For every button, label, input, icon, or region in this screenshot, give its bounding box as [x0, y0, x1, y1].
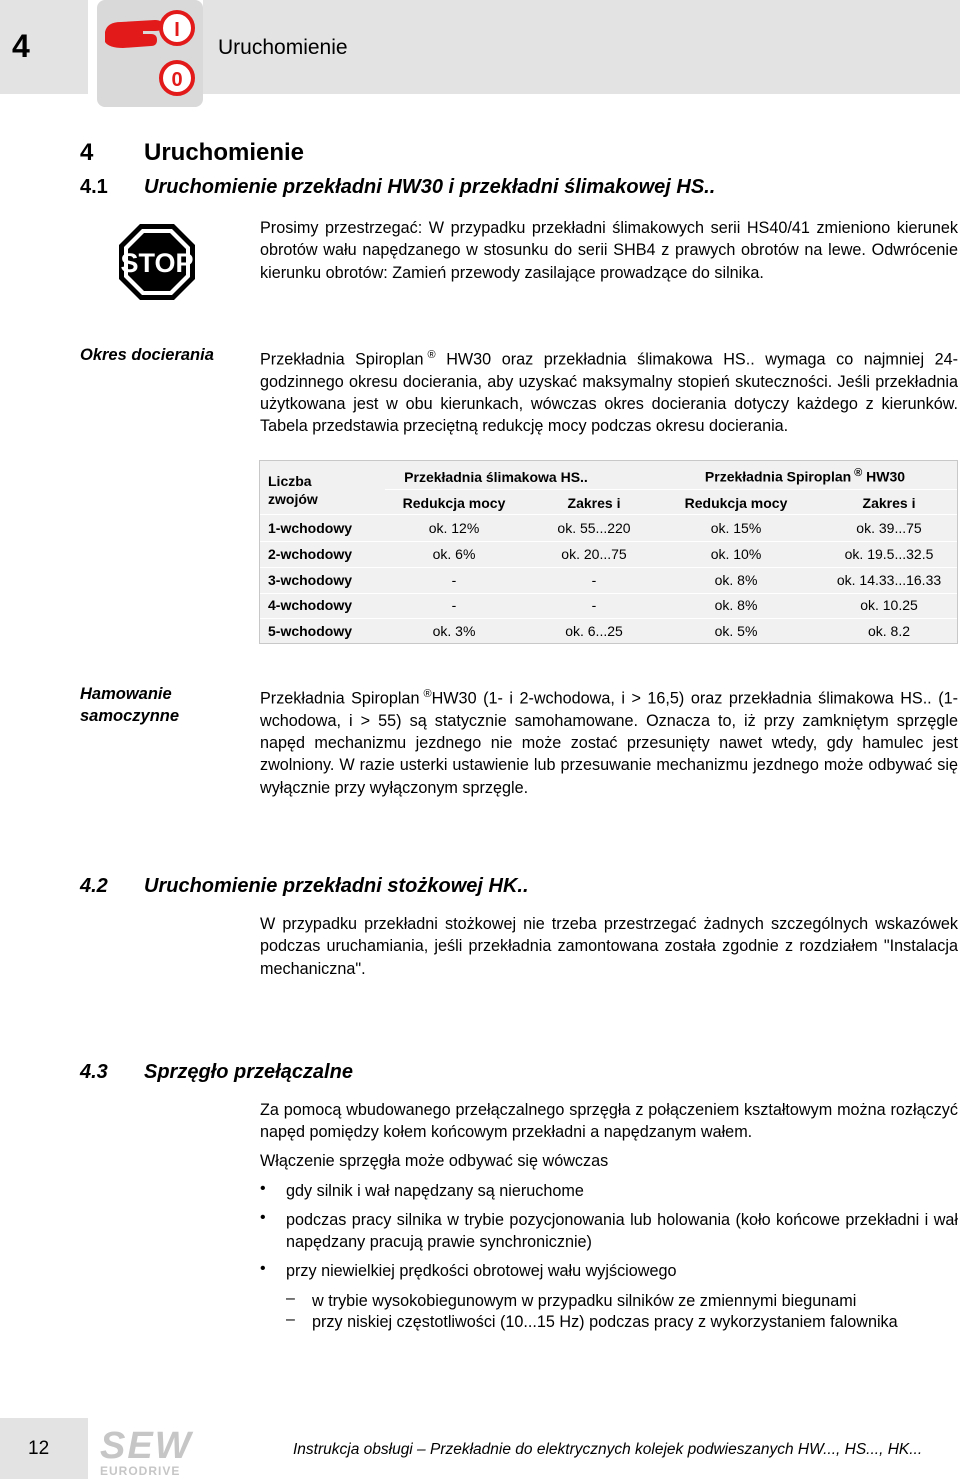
table-cell: ok. 6...25: [565, 623, 623, 639]
table-cell: ok. 19.5...32.5: [844, 546, 934, 562]
table-cell: ok. 15%: [710, 520, 762, 536]
section-title: Uruchomienie: [144, 139, 305, 166]
table-cell: ok. 14.33...16.33: [836, 572, 942, 588]
dash-icon: –: [286, 1311, 295, 1328]
chapter-number: 4: [12, 28, 30, 64]
s43-intro: Za pomocą wbudowanego przełączalnego sprzęgła z połączeniem kształtowym można rozłączyć napęd pomiędzy kołem końcowym przekładni a napędzanym wałem.: [260, 1101, 958, 1142]
bullet-icon: •: [260, 1180, 266, 1197]
sub-list-item: przy niskiej częstotliwości (10...15 Hz) podczas pracy z wykorzystaniem falownika: [312, 1313, 898, 1331]
sew-eurodrive-logo: SEW EURODRIVE: [100, 1425, 193, 1478]
section-number: 4: [80, 139, 94, 166]
page-number: 12: [28, 1438, 50, 1459]
table-row-label: 2-wchodowy: [268, 546, 353, 562]
stop-notice-text: Prosimy przestrzegać: W przypadku przekładni ślimakowych serii HS40/41 zmieniono kierunek obrotów wału napędzanego w stosunku do serii SHB4 z prawych obrotów na lewe. Odwrócenie kierunku obrotów: Zamień przewody zasilające prowadzące do silnika.: [260, 219, 958, 282]
th-power-reduction-hs: Redukcja mocy: [402, 495, 506, 511]
document-title: Instrukcja obsługi – Przekładnie do elektrycznych kolejek podwieszanych HW..., HS..., HK...: [293, 1441, 923, 1458]
table-cell: ok. 10%: [710, 546, 762, 562]
table-cell: -: [451, 597, 457, 613]
hand-switch-icon: [97, 0, 203, 107]
bullet-icon: •: [260, 1209, 266, 1226]
chapter-title: Uruchomienie: [218, 36, 348, 59]
on-symbol: I: [174, 19, 180, 41]
runin-table: [259, 460, 958, 644]
th-group-hw: Przekładnia Spiroplan ® HW30: [704, 467, 906, 485]
runin-label: Okres docierania: [80, 346, 214, 364]
th-group-hs: Przekładnia ślimakowa HS..: [404, 469, 588, 485]
bullet-icon: •: [260, 1260, 266, 1277]
th-ratio-hw: Zakres i: [862, 495, 916, 511]
subsection-number: 4.3: [80, 1061, 108, 1083]
list-item: podczas pracy silnika w trybie pozycjonowania lub holowania (koło końcowe przekładni i wał napędzany pracują prawie synchronicznie): [286, 1211, 958, 1252]
subsection-number: 4.1: [80, 176, 108, 198]
table-cell: -: [451, 572, 457, 588]
selflock-label: Hamowanie samoczynne: [80, 685, 180, 726]
table-row-label: 1-wchodowy: [268, 520, 353, 536]
table-cell: ok. 12%: [428, 520, 480, 536]
subsection-title: Sprzęgło przełączalne: [144, 1061, 353, 1083]
th-ratio-hs: Zakres i: [567, 495, 621, 511]
s43-lead: Włączenie sprzęgła może odbywać się wówczas: [260, 1152, 609, 1170]
table-cell: ok. 8%: [714, 597, 758, 613]
runin-text: Przekładnia Spiroplan ® HW30 oraz przekładnia ślimakowa HS.. wymaga co najmniej 24-godzinnego okresu docierania, aby uzyskać maksymalny stopień skuteczności. Jeśli przekładnia użytkowana jest w obu kierunkach, wówczas okres docierania dotyczy każdego z kierunków. Tabela przedstawia przeciętną redukcję mocy podczas okresu docierania.: [260, 349, 958, 436]
selflock-text: Przekładnia Spiroplan ®HW30 (1- i 2-wchodowa, i > 16,5) oraz przekładnia ślimakowa HS.. (1-wchodowa, i > 55) są statycznie samohamowane. Oznacza to, iż przy zamkniętym sprzęgle napęd mechanizmu jezdnego nie może zostać przesunięty nawet wtedy, gdy hamulec jest zwolniony. W razie usterki ustawienie lub przesuwanie mechanizmu jezdnego może odbywać się wyłącznie przy wyłączonym sprzęgle.: [260, 688, 958, 797]
table-row-label: 4-wchodowy: [268, 597, 353, 613]
table-cell: ok. 20...75: [561, 546, 627, 562]
subsection-title: Uruchomienie przekładni HW30 i przekładni ślimakowej HS..: [144, 176, 716, 198]
table-cell: ok. 55...220: [557, 520, 631, 536]
table-cell: ok. 6%: [432, 546, 476, 562]
table-row-label: 5-wchodowy: [268, 623, 353, 639]
subsection-number: 4.2: [80, 875, 108, 897]
table-cell: ok. 10.25: [860, 597, 918, 613]
stop-sign-icon: [117, 222, 197, 307]
table-cell: ok. 5%: [714, 623, 758, 639]
sub-list-item: w trybie wysokobiegunowym w przypadku silników ze zmiennymi biegunami: [312, 1292, 857, 1310]
table-cell: ok. 8.2: [867, 623, 911, 639]
stop-label: STOP: [120, 248, 194, 278]
list-item: gdy silnik i wał napędzany są nieruchome: [286, 1182, 584, 1200]
table-cell: -: [591, 572, 597, 588]
table-cell: -: [591, 597, 597, 613]
startup-icon-panel: [97, 0, 203, 107]
th-turns-line2: zwojów: [268, 491, 318, 507]
table-row-label: 3-wchodowy: [268, 572, 353, 588]
table-cell: ok. 8%: [714, 572, 758, 588]
list-item: przy niewielkiej prędkości obrotowej wału wyjściowego: [286, 1262, 677, 1280]
th-turns-line1: Liczba: [268, 473, 312, 489]
section-heading: [80, 139, 305, 167]
off-symbol: 0: [171, 69, 183, 91]
table-cell: ok. 3%: [432, 623, 476, 639]
s42-text: W przypadku przekładni stożkowej nie trzeba przestrzegać żadnych szczególnych wskazówek podczas uruchamiania, jeśli przekładnia zamontowana została zgodnie z rozdziałem "Instalacja mechaniczna".: [260, 915, 958, 978]
subsection-title: Uruchomienie przekładni stożkowej HK..: [144, 875, 529, 897]
dash-icon: –: [286, 1290, 295, 1307]
th-power-reduction-hw: Redukcja mocy: [684, 495, 788, 511]
table-cell: ok. 39...75: [856, 520, 922, 536]
